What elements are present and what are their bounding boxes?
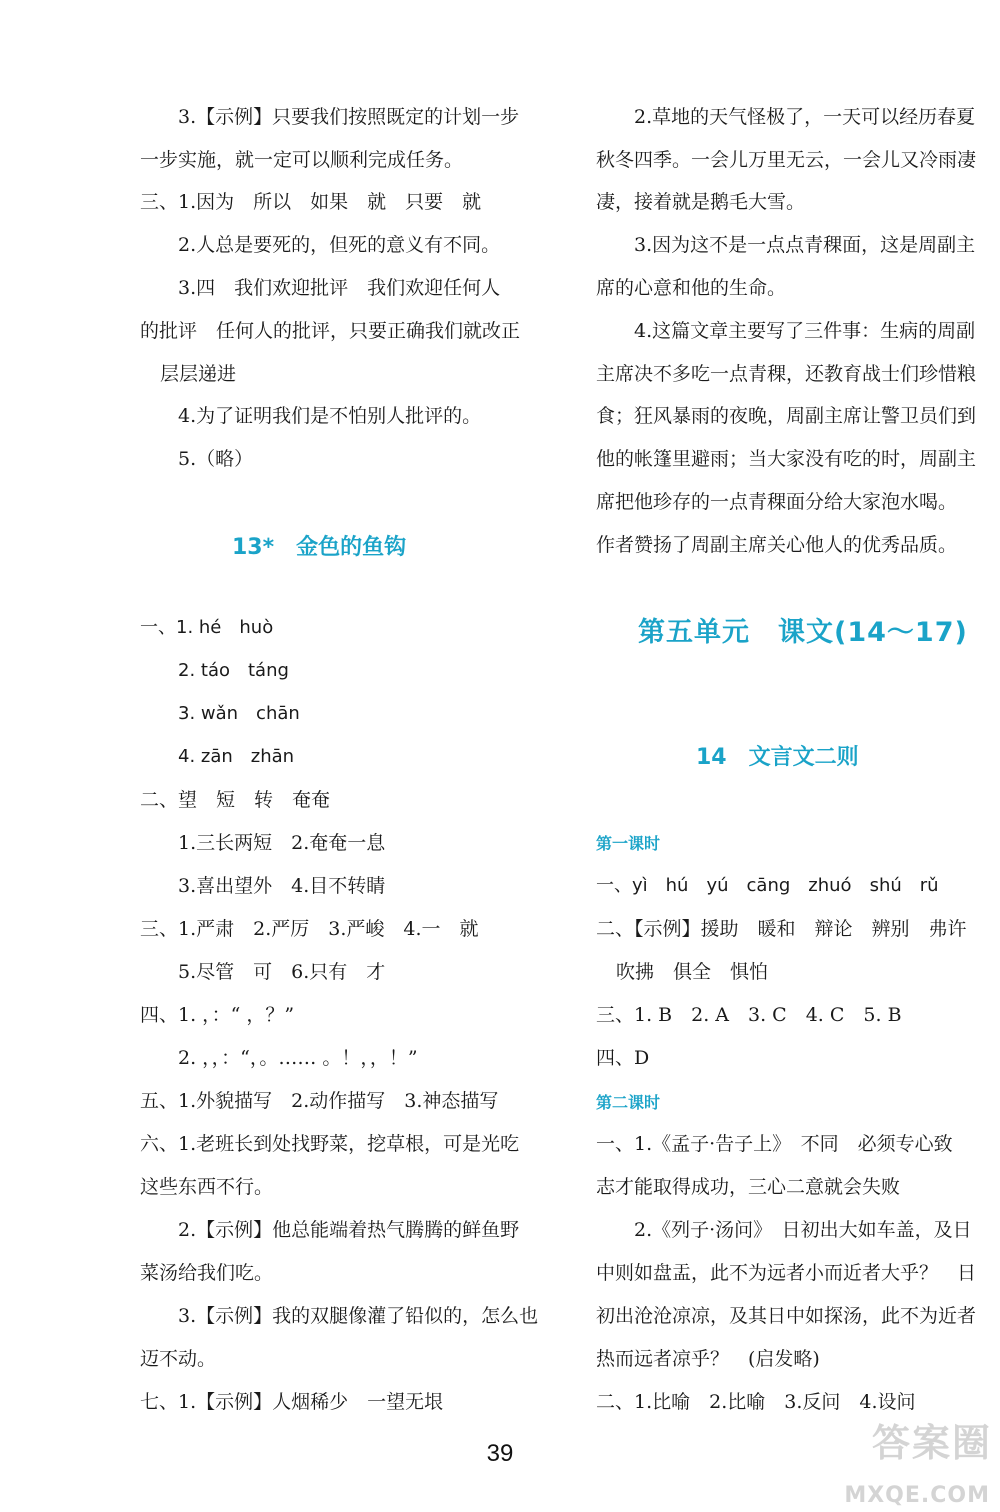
text-line: 4.这篇文章主要写了三件事：生病的周副	[634, 320, 976, 342]
text-line: 四、1. ，：“ ，？”	[140, 1004, 295, 1026]
text-line: 3.喜出望外 4.目不转睛	[178, 875, 386, 897]
text-line: 二、望 短 转 奄奄	[140, 789, 331, 811]
text-line: 食；狂风暴雨的夜晚，周副主席让警卫员们到	[596, 405, 977, 427]
text-line: 作者赞扬了周副主席关心他人的优秀品质。	[596, 534, 958, 556]
watermark-url: MXQE.COM	[844, 1483, 990, 1508]
page-number: 39	[486, 1440, 514, 1467]
text-line: 2.《列子·汤问》 日初出大如车盖，及日	[634, 1219, 972, 1241]
text-line: 这些东西不行。	[140, 1176, 274, 1198]
text-line: 志才能取得成功，三心二意就会失败	[596, 1176, 901, 1198]
text-line: 迈不动。	[140, 1348, 217, 1370]
text-line: 二、【示例】援助 暖和 辩论 辨别 弗许	[596, 918, 967, 940]
text-line: 5.（略）	[178, 448, 254, 470]
text-line: 的批评 任何人的批评，只要正确我们就改正	[140, 320, 521, 342]
text-line: 菜汤给我们吃。	[140, 1262, 274, 1284]
text-line: 初出沧沧凉凉，及其日中如探汤，此不为近者	[596, 1305, 977, 1327]
text-line: 5.尽管 可 6.只有 才	[178, 961, 386, 983]
text-line: 一步实施，就一定可以顺利完成任务。	[140, 149, 464, 171]
text-line: 五、1.外貌描写 2.动作描写 3.神态描写	[140, 1090, 499, 1112]
text-line: 中则如盘盂，此不为远者小而近者大乎？ 日	[596, 1262, 977, 1284]
text-line: 4. zān zhān	[178, 746, 295, 767]
text-line: 2. ，，：“，。…… 。！，，！”	[178, 1047, 418, 1069]
text-line: 吹拂 俱全 惧怕	[616, 961, 769, 983]
text-line: 二、1.比喻 2.比喻 3.反问 4.设问	[596, 1391, 916, 1413]
text-line: 2.【示例】他总能端着热气腾腾的鲜鱼野	[178, 1219, 520, 1241]
text-line: 1.三长两短 2.奄奄一息	[178, 832, 386, 854]
text-line: 他的帐篷里避雨；当大家没有吃的时，周副主	[596, 448, 977, 470]
text-line: 凄，接着就是鹅毛大雪。	[596, 191, 806, 213]
text-line: 一、1.《孟子·告子上》 不同 必须专心致	[596, 1133, 953, 1155]
text-line: 三、1.严肃 2.严厉 3.严峻 4.一 就	[140, 918, 479, 940]
text-line: 四、D	[596, 1047, 650, 1069]
text-line: 热而远者凉乎？ (启发略)	[596, 1348, 820, 1370]
text-line: 席把他珍存的一点青稞面分给大家泡水喝。	[596, 491, 958, 513]
text-line: 3. wǎn chān	[178, 703, 300, 724]
lesson-13-title: 13* 金色的鱼钩	[232, 535, 407, 560]
text-line: 主席决不多吃一点青稞，还教育战士们珍惜粮	[596, 363, 977, 385]
period-2-label: 第二课时	[596, 1093, 661, 1112]
text-line: 三、1. B 2. A 3. C 4. C 5. B	[596, 1004, 902, 1026]
text-line: 层层递进	[160, 363, 237, 385]
text-line: 六、1.老班长到处找野菜，挖草根，可是光吃	[140, 1133, 520, 1155]
text-line: 3.因为这不是一点点青稞面，这是周副主	[634, 234, 976, 256]
watermark-chars: 答案圈	[871, 1421, 992, 1465]
lesson-14-title: 14 文言文二则	[696, 745, 859, 770]
period-1-label: 第一课时	[596, 834, 661, 853]
text-line: 3.【示例】只要我们按照既定的计划一步	[178, 106, 520, 128]
text-line: 席的心意和他的生命。	[596, 277, 787, 299]
text-line: 3.四 我们欢迎批评 我们欢迎任何人	[178, 277, 501, 299]
text-line: 2. táo táng	[178, 660, 289, 681]
unit-5-title: 第五单元 课文(14～17)	[638, 617, 968, 648]
text-line: 一、yì hú yú cāng zhuó shú rǔ	[596, 875, 939, 896]
text-line: 2.草地的天气怪极了，一天可以经历春夏	[634, 106, 976, 128]
text-line: 2.人总是要死的，但死的意义有不同。	[178, 234, 501, 256]
text-line: 一、1. hé huò	[140, 617, 274, 638]
text-line: 秋冬四季。一会儿万里无云，一会儿又冷雨凄	[596, 149, 977, 171]
text-line: 4.为了证明我们是不怕别人批评的。	[178, 405, 482, 427]
text-line: 3.【示例】我的双腿像灌了铅似的，怎么也	[178, 1305, 539, 1327]
text-line: 七、1.【示例】人烟稀少 一望无垠	[140, 1391, 444, 1413]
watermark-logo	[835, 1410, 1000, 1512]
text-line: 三、1.因为 所以 如果 就 只要 就	[140, 191, 482, 213]
